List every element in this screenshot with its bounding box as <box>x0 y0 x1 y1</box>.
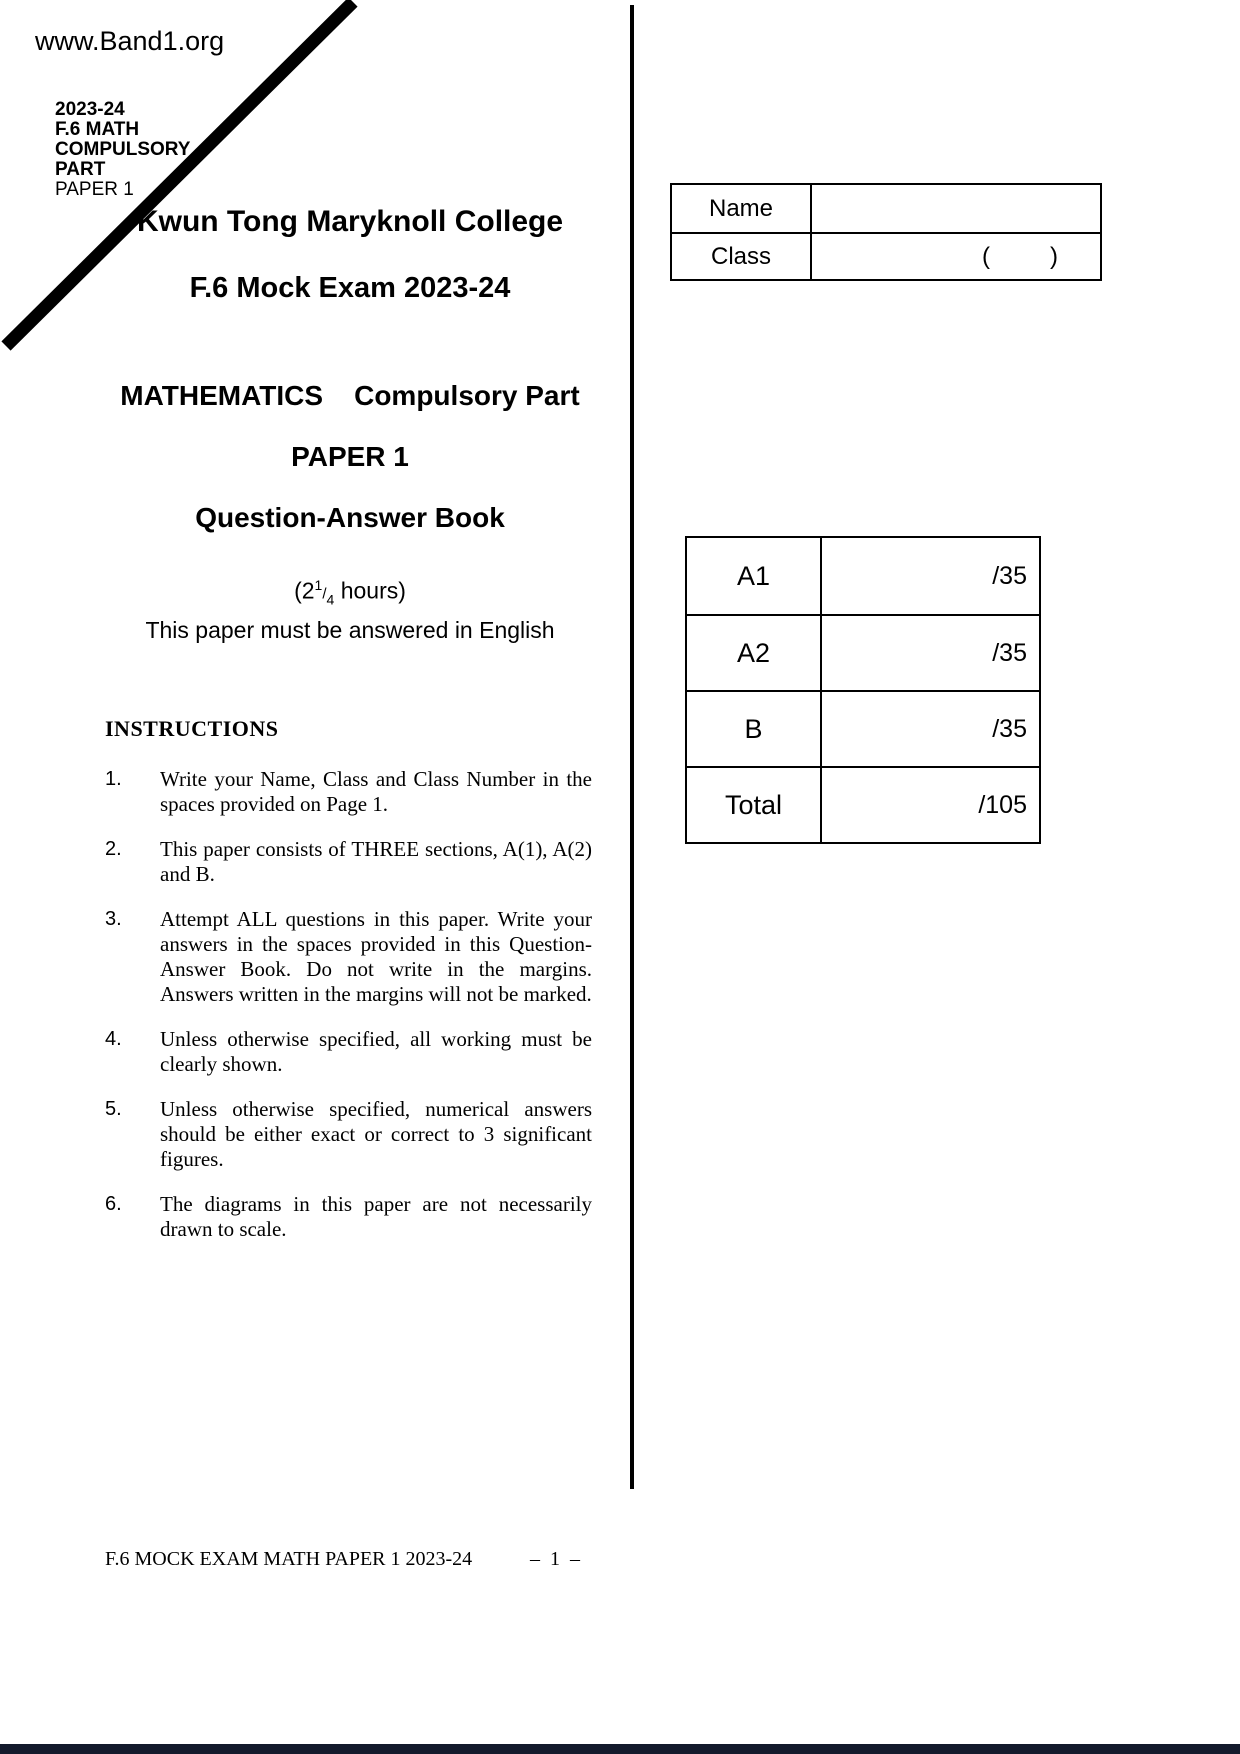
subject-title: MATHEMATICS Compulsory Part <box>120 380 580 411</box>
instructions-list <box>105 767 592 1262</box>
instruction-text: The diagrams in this paper are not necessarily drawn to scale. <box>160 1192 592 1241</box>
class-row <box>672 232 1100 279</box>
marks-row-total <box>687 766 1039 842</box>
duration-numerator: 1 <box>314 577 323 593</box>
instruction-number: 6. <box>105 1193 122 1215</box>
duration-text <box>30 577 670 607</box>
instruction-number: 4. <box>105 1028 122 1050</box>
duration-denominator: 4 <box>326 591 335 608</box>
marks-label-a1: A1 <box>687 538 822 614</box>
watermark-text: www.Band1.org <box>35 26 225 56</box>
corner-label-paper: PAPER 1 <box>55 179 134 200</box>
marks-label-b: B <box>687 692 822 766</box>
instruction-item <box>105 837 592 887</box>
instruction-item <box>105 1027 592 1077</box>
marks-row-a1 <box>687 538 1039 614</box>
name-value-cell <box>812 185 1100 232</box>
paper-title: PAPER 1 <box>291 441 409 472</box>
duration-suffix: hours) <box>334 577 406 604</box>
instruction-text: Unless otherwise specified, numerical answers should be either exact or correct to 3 significant figures. <box>160 1097 592 1171</box>
corner-label <box>55 100 190 200</box>
footer-document-title: F.6 MOCK EXAM MATH PAPER 1 2023-24 <box>105 1548 473 1570</box>
instruction-text: This paper consists of THREE sections, A(1), A(2) and B. <box>160 837 592 886</box>
book-title: Question-Answer Book <box>195 502 505 533</box>
marks-score-a2: /35 <box>992 638 1027 667</box>
exam-title: F.6 Mock Exam 2023-24 <box>189 272 511 304</box>
corner-label-part: PART <box>55 159 106 180</box>
marks-label-total: Total <box>687 768 822 842</box>
bottom-edge-bar <box>0 1744 1240 1754</box>
class-value-cell: ( ) <box>982 242 1058 270</box>
instruction-text: Write your Name, Class and Class Number in the spaces provided on Page 1. <box>160 767 592 816</box>
name-label: Name <box>672 185 812 232</box>
corner-label-form-subject: F.6 MATH <box>55 119 140 140</box>
marks-table <box>685 536 1041 844</box>
marks-score-a1: /35 <box>992 561 1027 590</box>
instruction-number: 2. <box>105 838 122 860</box>
instruction-number: 1. <box>105 768 122 790</box>
corner-label-year: 2023-24 <box>55 99 125 120</box>
corner-label-compulsory: COMPULSORY <box>55 139 191 160</box>
instruction-item <box>105 1192 592 1242</box>
marks-row-b <box>687 690 1039 766</box>
name-class-table <box>670 183 1102 281</box>
vertical-divider <box>630 5 634 1489</box>
instruction-number: 5. <box>105 1098 122 1120</box>
marks-row-a2 <box>687 614 1039 690</box>
class-label: Class <box>672 234 812 279</box>
instruction-item <box>105 907 592 1007</box>
duration-prefix: (2 <box>294 577 315 604</box>
name-row <box>672 185 1100 232</box>
instructions-title: INSTRUCTIONS <box>105 716 279 741</box>
instruction-number: 3. <box>105 908 122 930</box>
instruction-text: Unless otherwise specified, all working must be clearly shown. <box>160 1027 592 1076</box>
instruction-item <box>105 767 592 817</box>
marks-score-b: /35 <box>992 714 1027 743</box>
page-number: – 1 – <box>530 1548 580 1570</box>
duration-slash: / <box>322 585 327 603</box>
marks-label-a2: A2 <box>687 616 822 690</box>
instruction-item <box>105 1097 592 1172</box>
school-title: Kwun Tong Maryknoll College <box>136 205 564 238</box>
language-note: This paper must be answered in English <box>145 617 555 643</box>
instruction-text: Attempt ALL questions in this paper. Write your answers in the spaces provided in this Question-Answer Book. Do not write in the margins. Answers written in the margins will not be marked. <box>160 907 592 1006</box>
marks-score-total: /105 <box>978 790 1027 819</box>
